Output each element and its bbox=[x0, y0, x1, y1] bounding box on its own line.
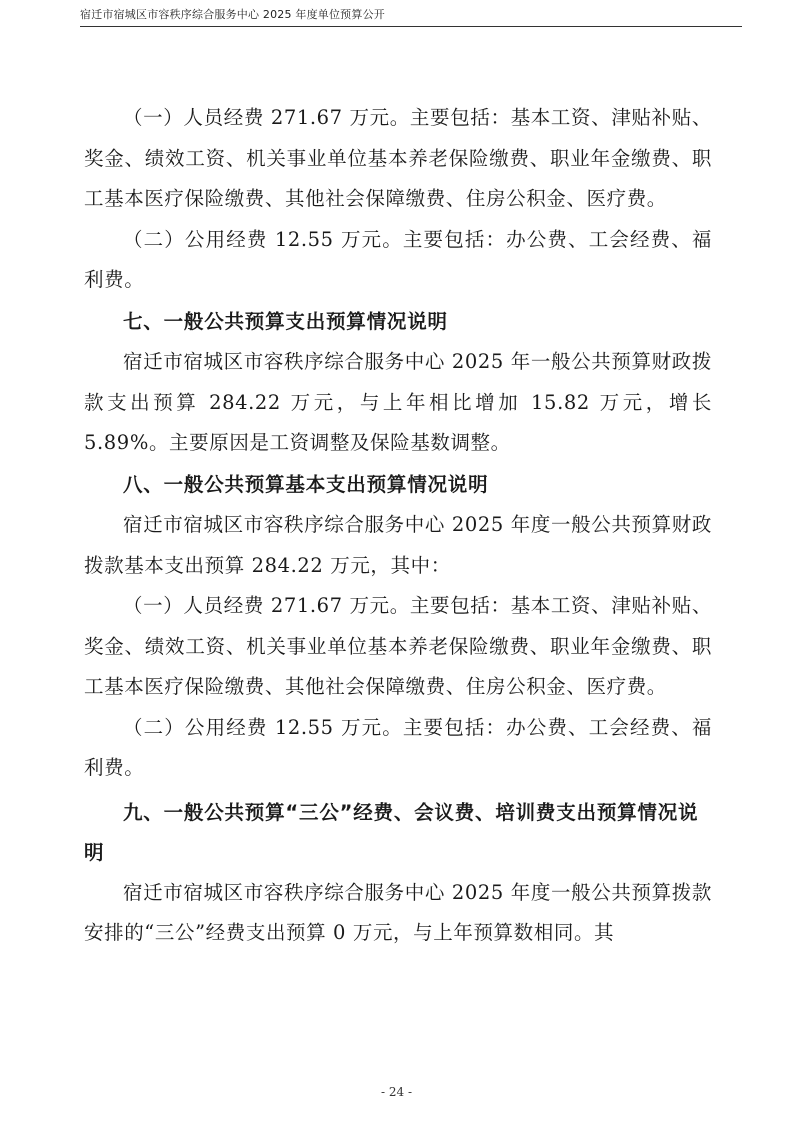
page-number: - 24 - bbox=[380, 1085, 412, 1099]
running-header: 宿迁市宿城区市容秩序综合服务中心 2025 年度单位预算公开 bbox=[80, 8, 385, 21]
paragraph-public-expenses: （二）公用经费 12.55 万元。主要包括：办公费、工会经费、福利费。 bbox=[84, 227, 712, 291]
document-body bbox=[84, 98, 712, 954]
paragraph-personnel-expenses: （一）人员经费 271.67 万元。主要包括：基本工资、津贴补贴、奖金、绩效工资、机关事业单位基本养老保险缴费、职业年金缴费、职工基本医疗保险缴费、其他社会保障缴费、住房公积金、医疗费。 bbox=[84, 106, 712, 210]
header-divider bbox=[80, 26, 742, 27]
paragraph-public-expenses-2: （二）公用经费 12.55 万元。主要包括：办公费、工会经费、福利费。 bbox=[84, 715, 712, 779]
paragraph-basic-expenditure: 宿迁市宿城区市容秩序综合服务中心 2025 年度一般公共预算财政拨款基本支出预算 284.22 万元，其中： bbox=[84, 513, 712, 577]
paragraph-personnel-expenses-2: （一）人员经费 271.67 万元。主要包括：基本工资、津贴补贴、奖金、绩效工资、机关事业单位基本养老保险缴费、职业年金缴费、职工基本医疗保险缴费、其他社会保障缴费、住房公积金、医疗费。 bbox=[84, 594, 712, 698]
paragraph-general-budget-expenditure: 宿迁市宿城区市容秩序综合服务中心 2025 年一般公共预算财政拨款支出预算 284.22 万元，与上年相比增加 15.82 万元，增长 5.89%。主要原因是工资调整及保险基数调整。 bbox=[84, 350, 712, 454]
section-heading-9: 九、一般公共预算“三公”经费、会议费、培训费支出预算情况说明 bbox=[84, 800, 699, 864]
paragraph-three-public-expenses: 宿迁市宿城区市容秩序综合服务中心 2025 年度一般公共预算拨款安排的“三公”经费支出预算 0 万元，与上年预算数相同。其 bbox=[84, 880, 712, 944]
section-heading-8: 八、一般公共预算基本支出预算情况说明 bbox=[123, 472, 489, 496]
section-heading-7: 七、一般公共预算支出预算情况说明 bbox=[123, 309, 448, 333]
